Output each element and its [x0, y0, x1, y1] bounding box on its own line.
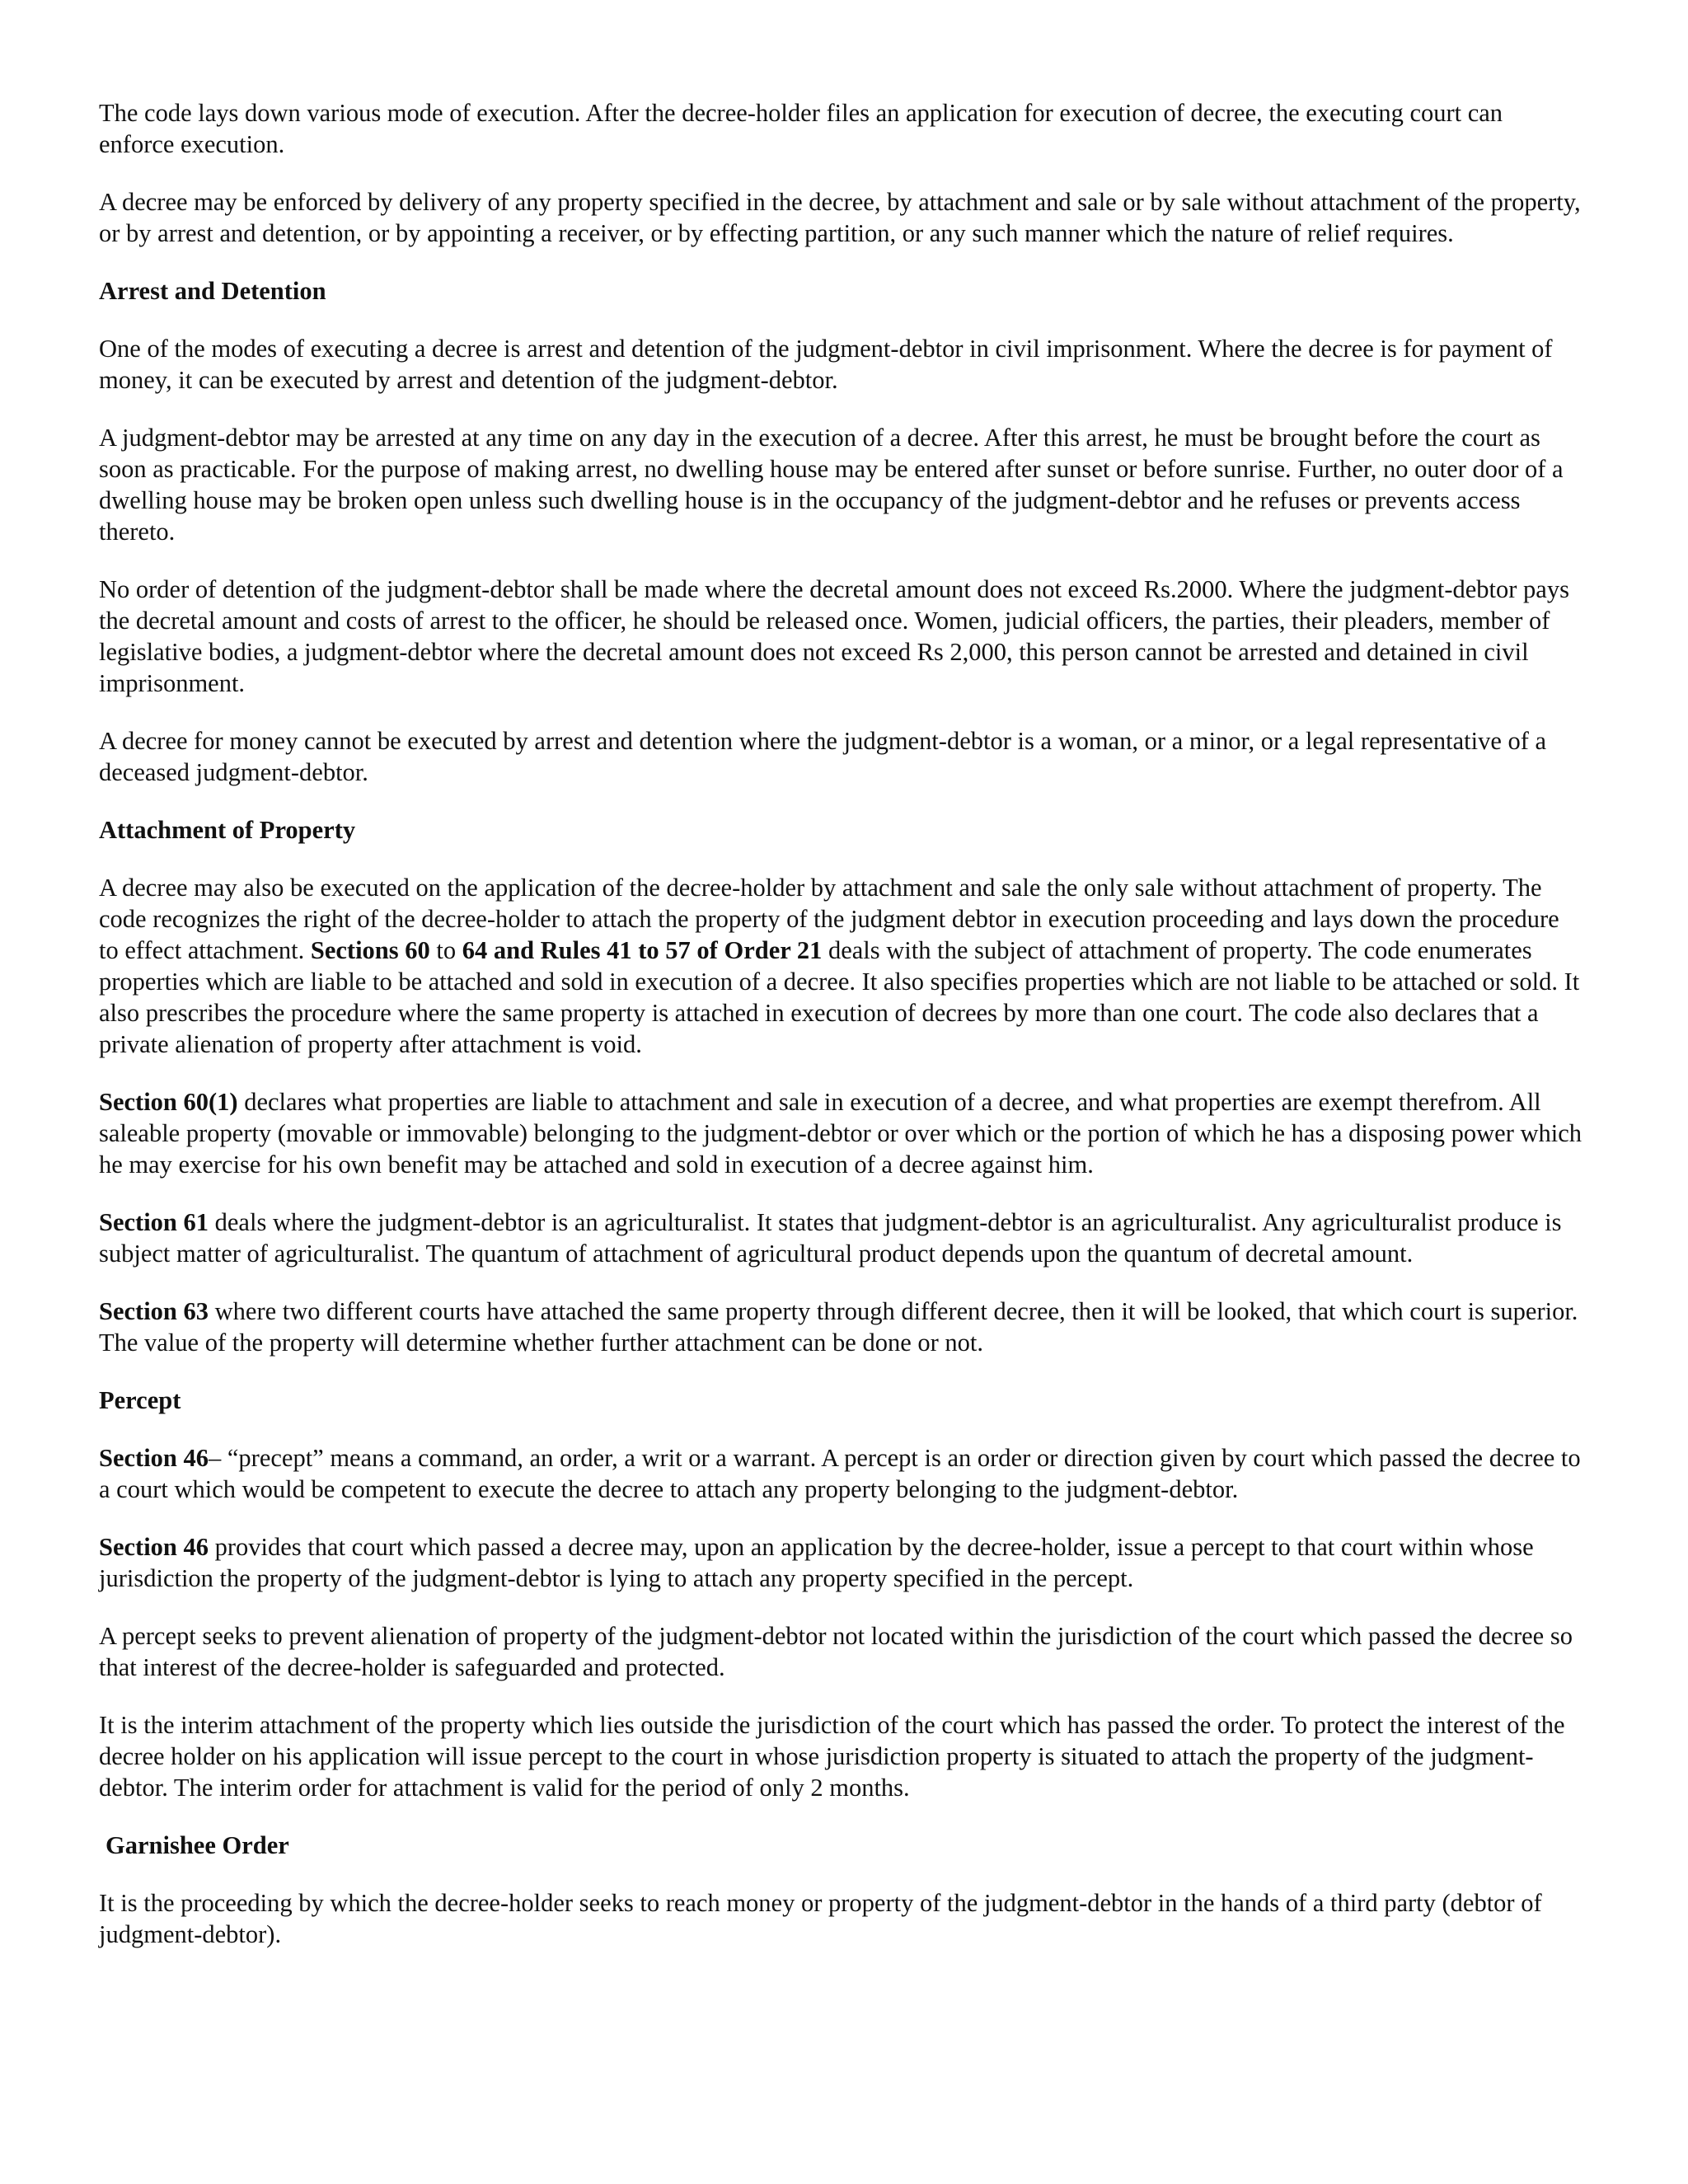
paragraph-detention-limits: No order of detention of the judgment-debtor shall be made where the decretal amount does not exceed Rs.2000. Where the judgment-debtor pays the decretal amount and costs of arrest to the officer, he should be released once. Women, judicial officers, the parties, their pleaders, member of legislative bodies, a judgment-debtor where the decretal amount does not exceed Rs 2,000, this person cannot be arrested and detained in civil imprisonment.	[99, 575, 1569, 697]
paragraph-arrest-timing: A judgment-debtor may be arrested at any time on any day in the execution of a decree. After this arrest, he must be brought before the court as soon as practicable. For the purpose of making arrest, no dwelling house may be entered after sunset or before sunrise. Further, no outer door of a dwelling house may be broken open unless such dwelling house is in the occupancy of the judgment-debtor and he refuses or prevents access thereto.	[99, 424, 1564, 546]
bold-reference-section-60-1: Section 60(1)	[99, 1088, 238, 1116]
paragraph-attachment-overview	[99, 872, 1582, 1060]
text-segment: deals where the judgment-debtor is an agriculturalist. It states that judgment-debtor is an agriculturalist. Any agriculturalist produce is subject matter of agriculturalist. The quantum of attachment of agricultural product depends upon the quantum of decretal amount.	[99, 1208, 1562, 1268]
paragraph-interim-attachment: It is the interim attachment of the property which lies outside the jurisdiction of the court which has passed the order. To protect the interest of the decree holder on his application will issue percept to the court in whose jurisdiction property is situated to attach the property of the judgment-debtor. The interim order for attachment is valid for the period of only 2 months.	[99, 1711, 1565, 1802]
text-segment: deals with the subject of attachment of property. The code enumerates properties which are liable to be attached and sold in execution of a decree. It also specifies properties which are not liable to be attached or sold. It also prescribes the procedure where the same property is attached in execution of decrees by more than one court. The code also declares that a private alienation of property after attachment is void.	[99, 936, 1580, 1058]
heading-garnishee-order: Garnishee Order	[106, 1831, 289, 1859]
bold-reference-section-46: Section 46	[99, 1444, 209, 1472]
heading-percept: Percept	[99, 1386, 181, 1414]
bold-reference-section-61: Section 61	[99, 1208, 209, 1236]
text-segment: provides that court which passed a decree may, upon an application by the decree-holder, issue a percept to that court within whose jurisdiction the property of the judgment-debtor is lying to attach any property specified in the percept.	[99, 1533, 1534, 1592]
bold-reference-sections-60: Sections 60	[310, 936, 430, 964]
paragraph-percept-purpose: A percept seeks to prevent alienation of property of the judgment-debtor not located within the jurisdiction of the court which passed the decree so that interest of the decree-holder is safeguarded and protected.	[99, 1622, 1573, 1681]
text-segment: to	[429, 936, 462, 964]
paragraph-percept-definition	[99, 1442, 1582, 1505]
paragraph-modes-of-execution: The code lays down various mode of execution. After the decree-holder files an application for execution of decree, the executing court can enforce execution.	[99, 99, 1503, 158]
paragraph-arrest-mode: One of the modes of executing a decree is arrest and detention of the judgment-debtor in civil imprisonment. Where the decree is for payment of money, it can be executed by arrest and detention of the judgment-debtor.	[99, 335, 1553, 394]
paragraph-enforcement-methods: A decree may be enforced by delivery of any property specified in the decree, by attachment and sale or by sale without attachment of the property, or by arrest and detention, or by appointing a receiver, or by effecting partition, or any such manner which the nature of relief requires.	[99, 188, 1581, 247]
paragraph-section-63	[99, 1296, 1582, 1358]
bold-reference-section-63: Section 63	[99, 1297, 209, 1325]
paragraph-section-60-1	[99, 1086, 1582, 1180]
document-page	[99, 97, 1582, 1976]
paragraph-section-61	[99, 1207, 1582, 1269]
paragraph-garnishee-definition: It is the proceeding by which the decree-holder seeks to reach money or property of the judgment-debtor in the hands of a third party (debtor of judgment-debtor).	[99, 1889, 1542, 1948]
heading-attachment-of-property: Attachment of Property	[99, 816, 356, 844]
paragraph-section-46-provision	[99, 1531, 1582, 1594]
bold-reference-order-21: 64 and Rules 41 to 57 of Order 21	[462, 936, 823, 964]
text-segment: – “precept” means a command, an order, a writ or a warrant. A percept is an order or direction given by court which passed the decree to a court which would be competent to execute the decree to attach any property belonging to the judgment-debtor.	[99, 1444, 1581, 1503]
heading-arrest-and-detention: Arrest and Detention	[99, 277, 326, 305]
paragraph-money-decree-exemptions: A decree for money cannot be executed by arrest and detention where the judgment-debtor is a woman, or a minor, or a legal representative of a deceased judgment-debtor.	[99, 727, 1547, 786]
text-segment: where two different courts have attached the same property through different decree, then it will be looked, that which court is superior. The value of the property will determine whether further attachment can be done or not.	[99, 1297, 1578, 1357]
text-segment: A decree may also be executed on the application of the decree-holder by attachment and sale the only sale without attachment of property. The code recognizes the right of the decree-holder to attach the property of the judgment debtor in execution proceeding and lays down the procedure to effect attachment.	[99, 874, 1559, 964]
text-segment: declares what properties are liable to attachment and sale in execution of a decree, and what properties are exempt therefrom. All saleable property (movable or immovable) belonging to the judgment-debtor or over which or the portion of which he has a disposing power which he may exercise for his own benefit may be attached and sold in execution of a decree against him.	[99, 1088, 1582, 1179]
bold-reference-section-46: Section 46	[99, 1533, 209, 1561]
